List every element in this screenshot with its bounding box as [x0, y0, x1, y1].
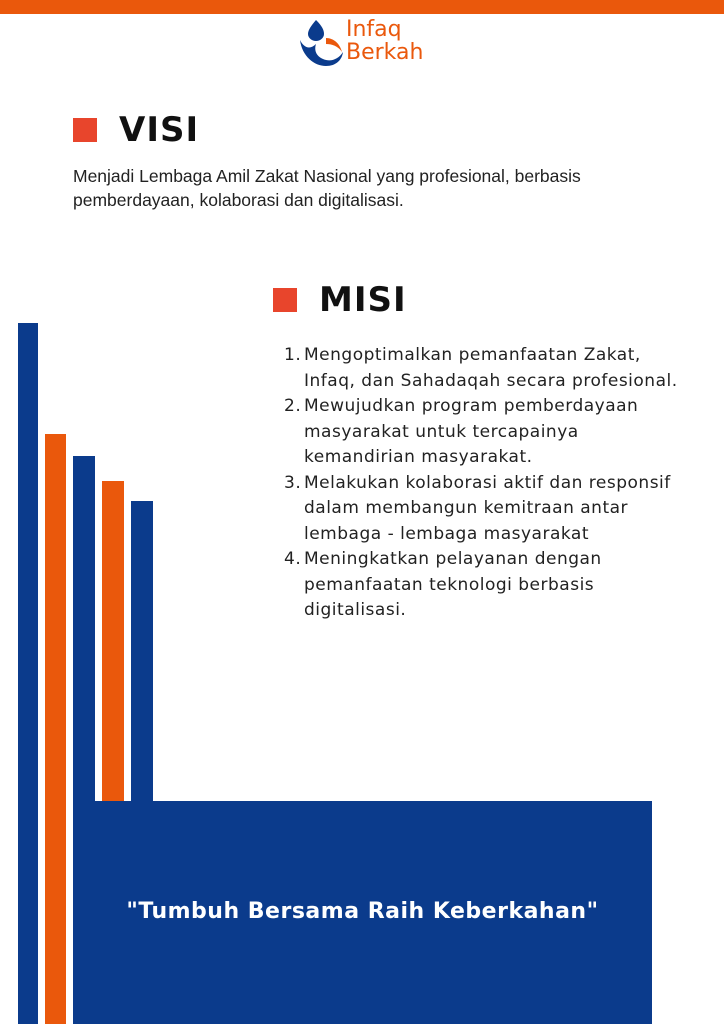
misi-item-number: 4.	[284, 549, 302, 569]
visi-title: VISI	[119, 110, 200, 150]
misi-item-text: Meningkatkan pelayanan dengan pemanfaatan teknologi berbasis digitalisasi.	[304, 549, 602, 620]
decorative-bar	[18, 323, 38, 1024]
misi-title: MISI	[319, 280, 407, 320]
decorative-bar	[45, 434, 66, 1024]
misi-item-text: Mengoptimalkan pemanfaatan Zakat, Infaq, dan Sahadaqah secara profesional.	[304, 345, 678, 391]
person-drop-logo-icon	[296, 16, 346, 70]
misi-item-text: Mewujudkan program pemberdayaan masyarakat untuk tercapainya kemandirian masyarakat.	[304, 396, 639, 467]
misi-item	[284, 471, 694, 548]
logo-line-1: Infaq	[346, 17, 402, 42]
misi-item-number: 1.	[284, 345, 302, 365]
misi-item-number: 3.	[284, 472, 302, 493]
misi-list	[284, 343, 694, 624]
visi-text: Menjadi Lembaga Amil Zakat Nasional yang profesional, berbasis pemberdayaan, kolaborasi dan digitalisasi.	[73, 166, 581, 210]
logo-text	[346, 18, 423, 64]
square-bullet-icon	[273, 288, 297, 312]
misi-item	[284, 394, 694, 471]
misi-item-text: Melakukan kolaborasi aktif dan responsif dalam membangun kemitraan antar lembaga - lembaga masyarakat	[304, 472, 671, 544]
misi-heading	[273, 280, 407, 320]
top-accent-bar	[0, 0, 724, 14]
tagline-text: "Tumbuh Bersama Raih Keberkahan"	[126, 899, 599, 924]
square-bullet-icon	[73, 118, 97, 142]
misi-item-number: 2.	[284, 396, 302, 416]
logo-line-2: Berkah	[346, 40, 424, 65]
tagline-banner	[73, 801, 652, 1024]
visi-heading	[73, 110, 199, 150]
logo	[296, 16, 436, 72]
misi-item	[284, 343, 694, 394]
misi-item	[284, 547, 694, 624]
